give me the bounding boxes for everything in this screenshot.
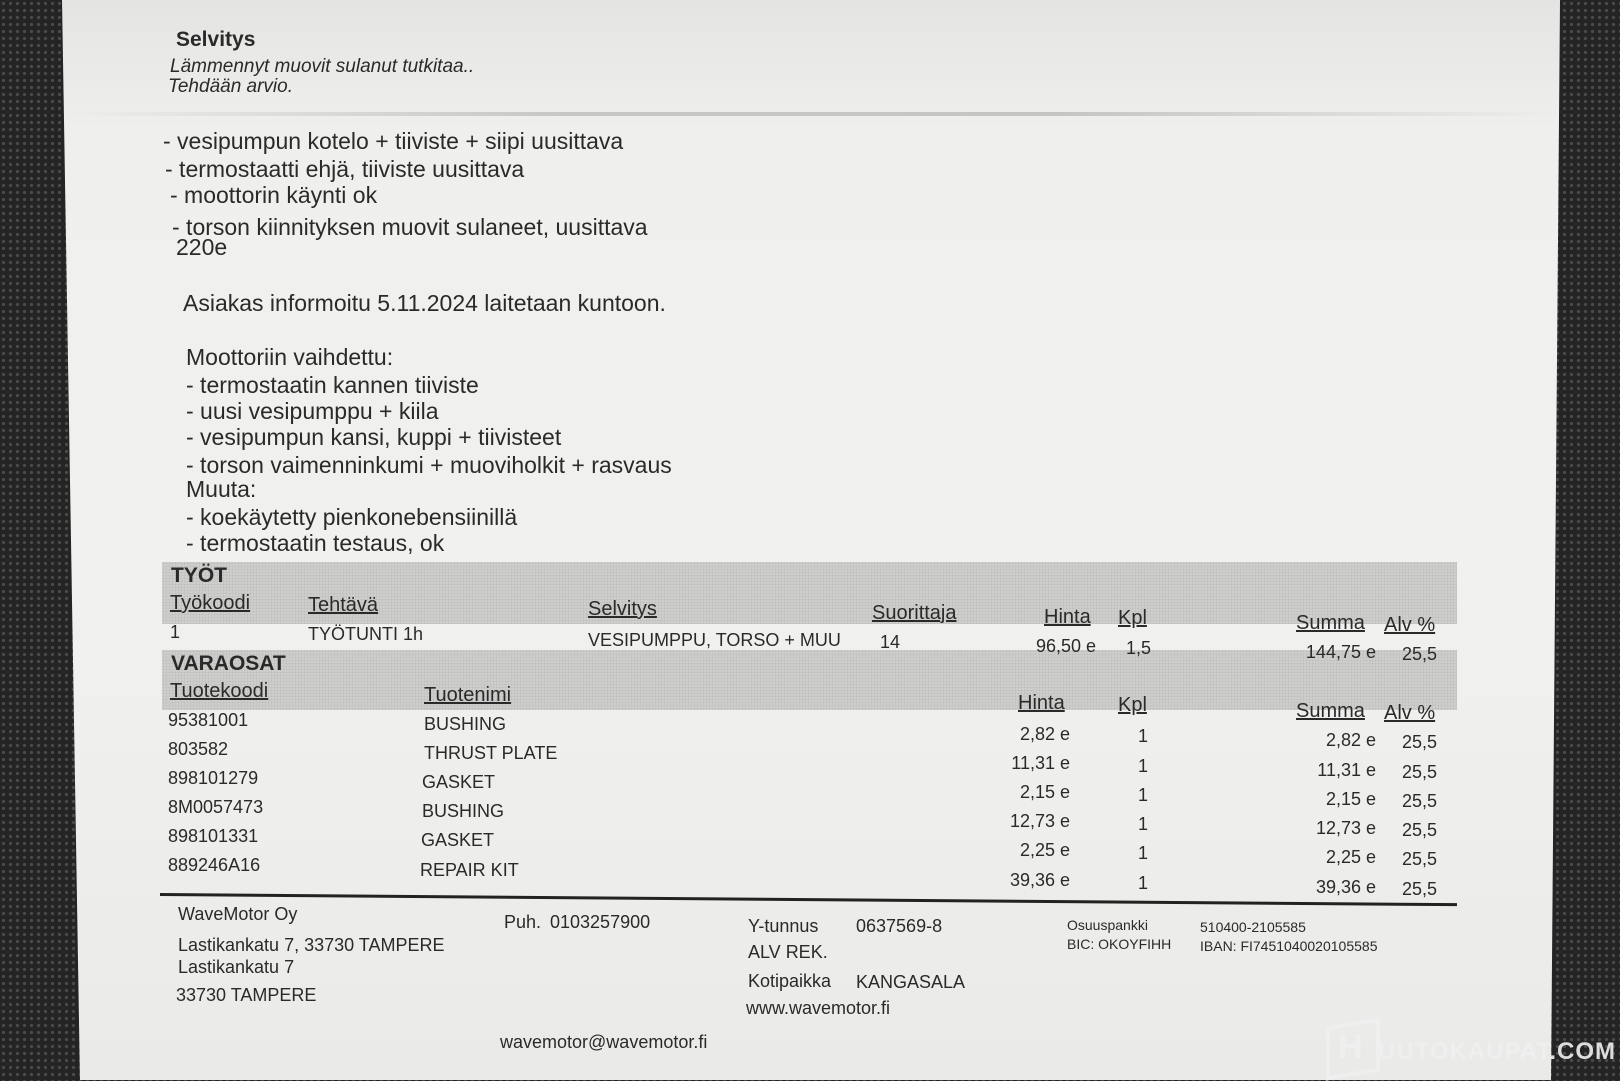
part-name: GASKET [422,772,496,792]
page-title: Selvitys [176,28,256,51]
changes-item: Muuta: [186,476,257,502]
labor-code: 1 [170,622,181,642]
part-price: 2,25 e [1019,840,1070,860]
part-name: REPAIR KIT [420,860,519,880]
parts-header-vat: Alv % [1384,702,1436,724]
part-code: 8M0057473 [168,797,264,817]
part-name: BUSHING [422,801,505,821]
bank-name: Osuuspankki [1067,917,1148,933]
part-name: GASKET [421,830,495,850]
part-price: 39,36 e [1009,870,1070,890]
labor-header-desc: Selvitys [588,598,657,620]
bank-bic: BIC: OKOYFIHH [1067,936,1172,952]
header-line-1: Lämmennyt muovit sulanut tutkitaa.. [170,56,475,77]
part-code: 898101331 [168,826,259,846]
ytunnus-value: 0637569-8 [856,916,943,936]
parts-header-sum: Summa [1296,700,1365,722]
part-sum: 2,25 e [1325,847,1376,867]
finding-item: - torson kiinnityksen muovit sulaneet, uusittava [172,214,648,240]
parts-header-price: Hinta [1018,692,1065,714]
labor-header-price: Hinta [1044,606,1091,628]
company-address-3: 33730 TAMPERE [176,985,317,1005]
labor-worker: 14 [880,632,901,652]
header-line-2: Tehdään arvio. [168,76,294,97]
phone-label: Puh. [504,912,542,932]
parts-section-title: VARAOSAT [171,652,286,675]
part-code: 898101279 [168,768,259,788]
part-sum: 2,82 e [1325,730,1376,750]
watermark-text: UUTOKAUPAT.COM [1378,1038,1616,1065]
labor-sum: 144,75 e [1305,642,1376,662]
company-website: www.wavemotor.fi [746,998,891,1018]
part-qty: 1 [1138,726,1149,746]
changes-item: - koekäytetty pienkonebensiinillä [186,504,518,530]
bank-account: 510400-2105585 [1200,919,1306,935]
labor-vat: 25,5 [1402,644,1438,664]
changes-item: - uusi vesipumppu + kiila [186,398,439,424]
parts-header-qty: Kpl [1118,694,1147,716]
part-price: 2,15 e [1019,782,1070,802]
finding-price: 220e [176,234,228,260]
part-vat: 25,5 [1402,732,1438,752]
finding-item: - moottorin käynti ok [170,182,378,208]
changes-item: - termostaatin kannen tiiviste [186,372,479,398]
kotipaikka-value: KANGASALA [856,972,966,992]
company-address-2: Lastikankatu 7 [178,957,295,977]
labor-header-worker: Suorittaja [872,602,957,624]
labor-header-sum: Summa [1296,612,1365,634]
changes-item: - torson vaimenninkumi + muoviholkit + rasvaus [186,452,672,478]
parts-header-band [162,650,1457,710]
part-qty: 1 [1138,814,1149,834]
part-vat: 25,5 [1402,791,1438,811]
part-code: 889246A16 [168,855,261,875]
part-sum: 12,73 e [1315,818,1376,838]
labor-header-code: Työkoodi [170,592,251,614]
phone-number: 0103257900 [550,912,651,932]
bank-iban: IBAN: FI7451040020105585 [1200,938,1378,954]
part-vat: 25,5 [1402,879,1438,899]
part-sum: 11,31 e [1317,760,1376,780]
part-qty: 1 [1138,756,1149,776]
part-price: 11,31 e [1011,753,1070,773]
part-sum: 2,15 e [1325,789,1376,809]
company-email: wavemotor@wavemotor.fi [500,1032,708,1052]
labor-header-qty: Kpl [1118,607,1147,629]
part-vat: 25,5 [1402,820,1438,840]
parts-header-name: Tuotenimi [424,684,512,706]
parts-header-code: Tuotekoodi [170,680,269,702]
part-vat: 25,5 [1402,762,1438,782]
changes-item: - termostaatin testaus, ok [186,530,445,556]
labor-desc: VESIPUMPPU, TORSO + MUU [588,630,841,650]
labor-task: TYÖTUNTI 1h [308,624,424,644]
labor-header-vat: Alv % [1384,614,1436,636]
part-qty: 1 [1138,843,1149,863]
labor-section-title: TYÖT [171,564,227,587]
labor-header-task: Tehtävä [308,594,379,616]
finding-item: - termostaatti ehjä, tiiviste uusittava [165,156,525,182]
paper-crease [62,112,1560,116]
ytunnus-label: Y-tunnus [748,916,819,936]
part-price: 12,73 e [1009,811,1070,831]
company-address-1: Lastikankatu 7, 33730 TAMPERE [178,935,445,955]
part-name: BUSHING [424,714,507,734]
part-code: 95381001 [168,710,249,730]
part-vat: 25,5 [1402,849,1438,869]
customer-info: Asiakas informoitu 5.11.2024 laitetaan kuntoon. [183,290,666,316]
labor-price: 96,50 e [1035,636,1096,656]
finding-item: - vesipumpun kotelo + tiiviste + siipi uusittava [163,128,624,154]
part-qty: 1 [1138,873,1149,893]
kotipaikka-label: Kotipaikka [748,971,832,991]
part-qty: 1 [1138,785,1149,805]
part-name: THRUST PLATE [424,743,558,763]
company-name: WaveMotor Oy [178,904,298,924]
part-code: 803582 [168,739,229,759]
part-sum: 39,36 e [1315,877,1376,897]
changes-item: - vesipumpun kansi, kuppi + tiivisteet [186,424,562,450]
changes-item: Moottoriin vaihdettu: [186,344,394,370]
part-price: 2,82 e [1019,724,1070,744]
alv-registration: ALV REK. [748,942,828,962]
labor-qty: 1,5 [1126,638,1152,658]
watermark-letter: H [1338,1028,1363,1066]
